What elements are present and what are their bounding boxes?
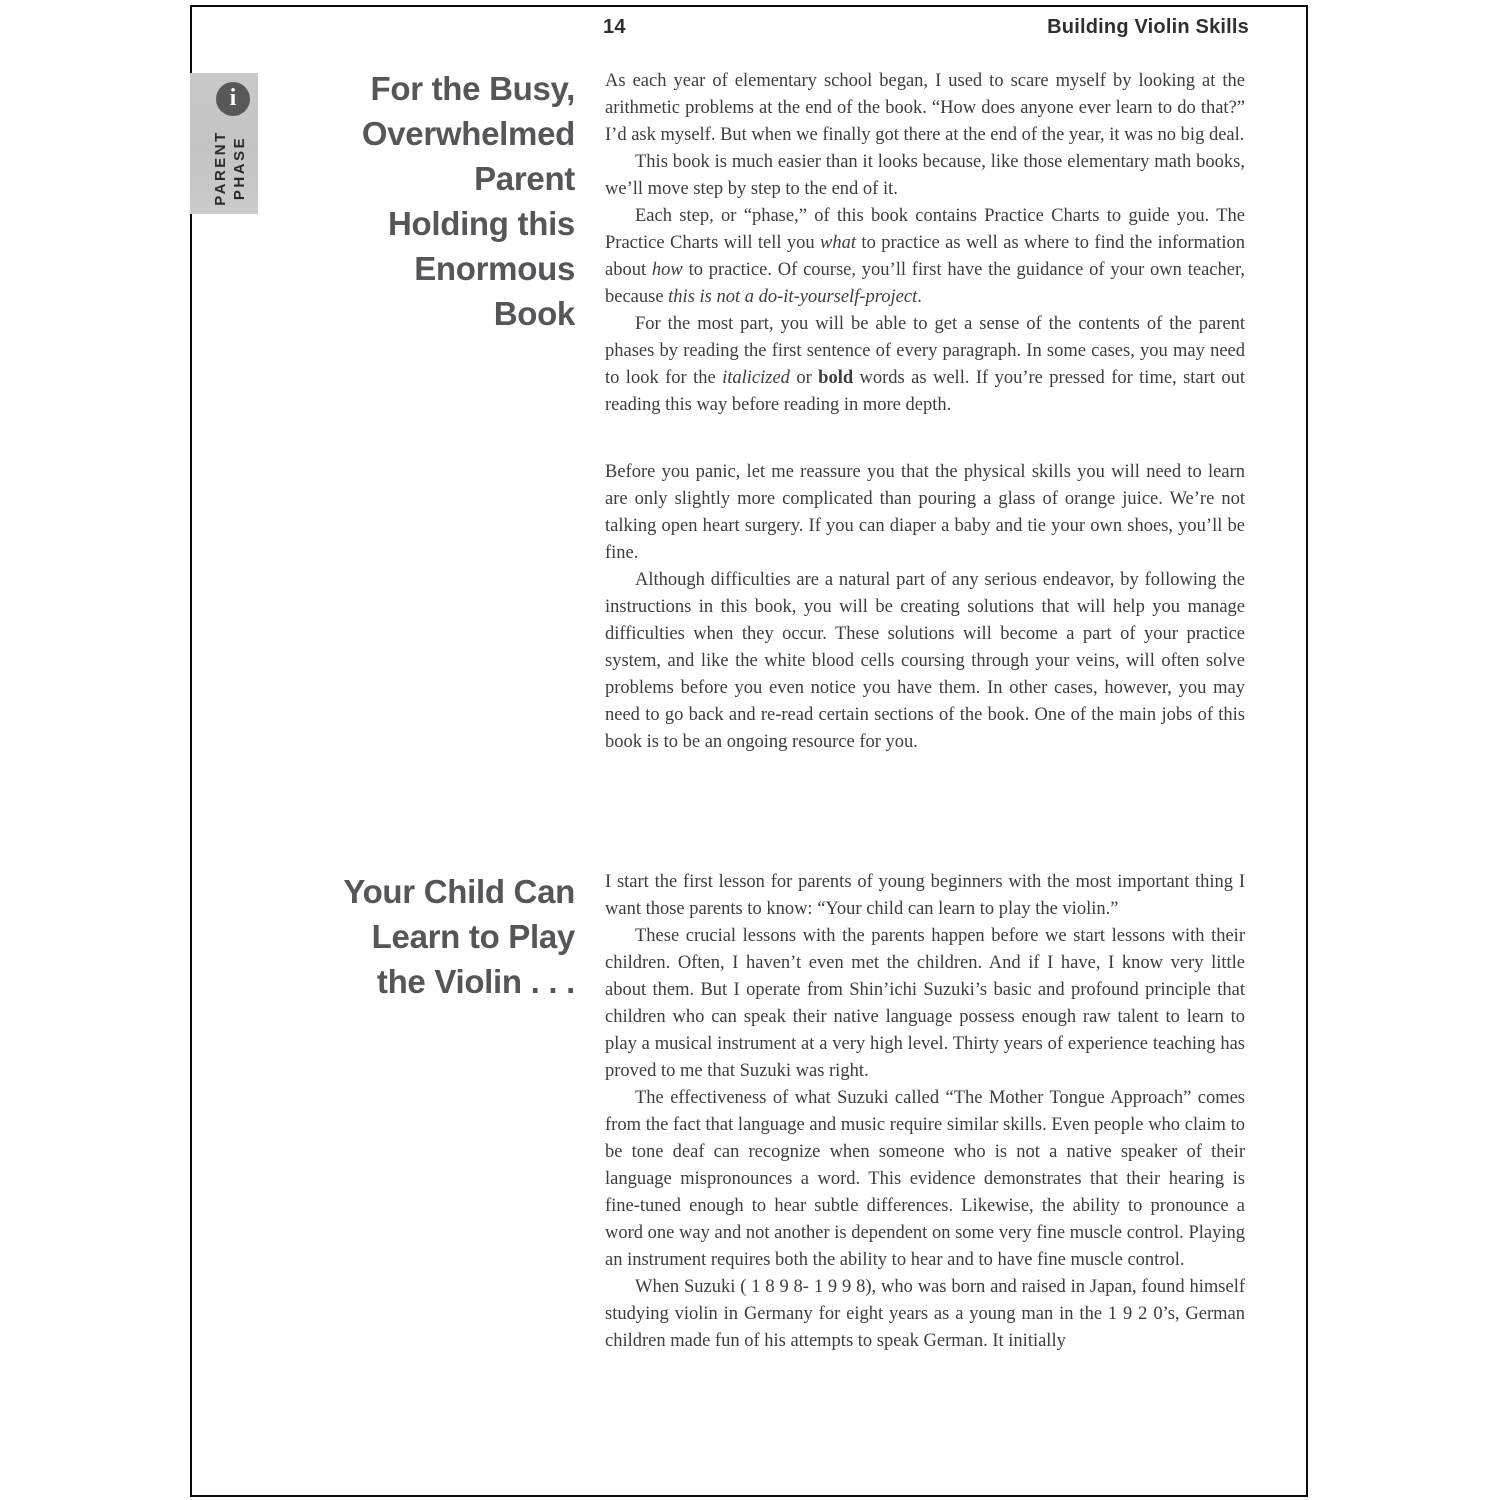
paragraph: This book is much easier than it looks because, like those elementary math books, we’ll move step by step to the end of it.	[605, 152, 1245, 199]
section-heading-your-child	[343, 869, 575, 1004]
heading-line: Overwhelmed	[361, 115, 575, 152]
section-body-your-child	[605, 869, 1245, 1355]
paragraph: These crucial lessons with the parents happen before we start lessons with their children. Often, I haven’t even met the children. And if I have, I know very little about them. But I operate from Shin’ichi Suzuki’s basic and profound principle that children who can speak their native language possess enough raw talent to learn to play a musical instrument at a very high level. Thirty years of experience teaching has proved to me that Suzuki was right.	[605, 926, 1245, 1081]
paragraph: I start the first lesson for parents of young beginners with the most important thing I want those parents to know: “Your child can learn to play the violin.”	[605, 872, 1245, 919]
parent-phase-tab	[190, 73, 258, 214]
paragraph: The effectiveness of what Suzuki called “The Mother Tongue Approach” comes from the fact that language and music require similar skills. Even people who claim to be tone deaf can recognize when someone who is not a native speaker of their language mispronounces a word. This evidence demonstrates that their hearing is fine-tuned enough to hear subtle differences. Likewise, the ability to pronounce a word one way and not another is dependent on some very fine muscle control. Playing an instrument requires both the ability to hear and to have fine muscle control.	[605, 1088, 1245, 1270]
heading-line: For the Busy,	[370, 70, 575, 107]
phase-tab-label	[211, 128, 249, 208]
section-heading-busy-parent	[362, 66, 575, 336]
info-icon-glyph: i	[229, 85, 237, 111]
book-title: Building Violin Skills	[1047, 16, 1249, 38]
running-header	[603, 16, 1249, 39]
heading-line: Parent	[474, 160, 575, 197]
heading-line: Book	[493, 295, 575, 332]
heading-line: the Violin . . .	[376, 963, 575, 1000]
paragraph: Each step, or “phase,” of this book contains Practice Charts to guide you. The Practice Charts will tell you what to practice as well as where to find the information about how to practice. Of course, you’ll first have the guidance of your own teacher, because this is not a do-it-yourself-project.	[605, 206, 1245, 307]
heading-line: Learn to Play	[371, 918, 575, 955]
info-icon	[216, 82, 250, 116]
page-border	[190, 5, 1308, 1497]
paragraph: Before you panic, let me reassure you that the physical skills you will need to learn are only slightly more complicated than pouring a glass of orange juice. We’re not talking open heart surgery. If you can diaper a baby and tie your own shoes, you’ll be fine.	[605, 462, 1245, 563]
paragraph: When Suzuki ( 1 8 9 8- 1 9 9 8), who was born and raised in Japan, found himself studying violin in Germany for eight years as a young man in the 1 9 2 0’s, German children made fun of his attempts to speak German. It initially	[605, 1277, 1245, 1351]
phase-tab-label-line2: PHASE	[231, 135, 248, 201]
phase-tab-label-line1: PARENT	[212, 130, 229, 206]
heading-line: Enormous	[414, 250, 575, 287]
page-number: 14	[603, 16, 626, 38]
section-body-busy-parent	[605, 68, 1245, 756]
heading-line: Holding this	[387, 205, 575, 242]
heading-line: Your Child Can	[343, 873, 575, 910]
paragraph: As each year of elementary school began, I used to scare myself by looking at the arithmetic problems at the end of the book. “How does anyone ever learn to do that?” I’d ask myself. But when we finally got there at the end of the year, it was no big deal.	[605, 71, 1245, 145]
paragraph: For the most part, you will be able to get a sense of the contents of the parent phases by reading the first sentence of every paragraph. In some cases, you may need to look for the italicized or bold words as well. If you’re pressed for time, start out reading this way before reading in more depth.	[605, 314, 1245, 415]
paragraph: Although difficulties are a natural part of any serious endeavor, by following the instructions in this book, you will be creating solutions that will help you manage difficulties when they occur. These solutions will become a part of your practice system, and like the white blood cells coursing through your veins, will often solve problems before you even notice you have them. In other cases, however, you may need to go back and re-read certain sections of the book. One of the main jobs of this book is to be an ongoing resource for you.	[605, 570, 1245, 752]
